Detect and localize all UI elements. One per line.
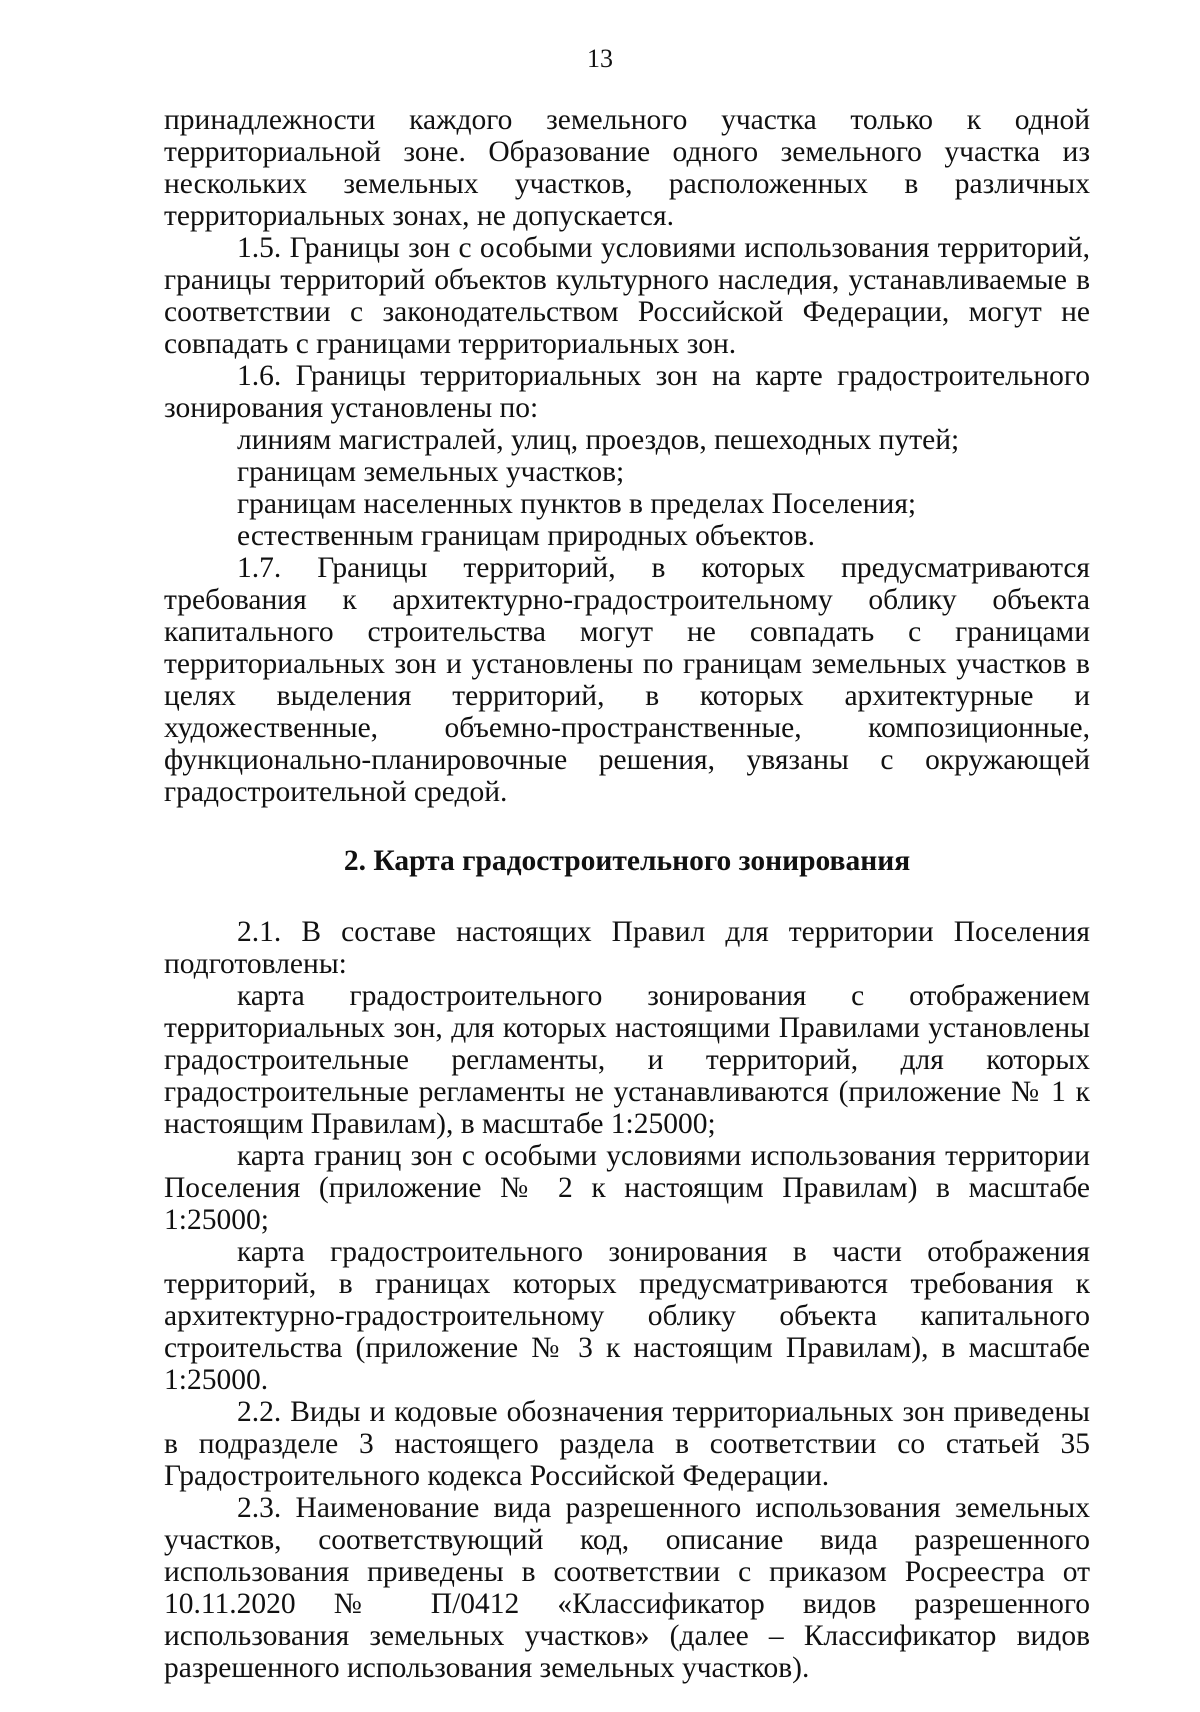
paragraph-2-1-special-zones-map: карта границ зон с особыми условиями использования территории Поселения (приложение № 2 к настоящим Правилам) в масштабе 1:25000;	[164, 1140, 1090, 1236]
paragraph-2-1-zoning-map: карта градостроительного зонирования с отображением территориальных зон, для которых настоящими Правилами установлены градостроительные регламенты, и территорий, для которых градостроительные регламенты не устанавливаются (приложение № 1 к настоящим Правилам), в масштабе 1:25000;	[164, 980, 1090, 1140]
paragraph-zone-belonging: принадлежности каждого земельного участка только к одной территориальной зоне. Образование одного земельного участка из нескольких земельных участков, расположенных в различных территориальных зонах, не допускается.	[164, 104, 1090, 232]
paragraph-2-3: 2.3. Наименование вида разрешенного использования земельных участков, соответствующий код, описание вида разрешенного использования приведены в соответствии с приказом Росреестра от 10.11.2020 № П/0412 «Классификатор видов разрешенного использования земельных участков» (далее – Классификатор видов разрешенного использования земельных участков).	[164, 1492, 1090, 1684]
paragraph-2-1-architecture-map: карта градостроительного зонирования в части отображения территорий, в границах которых предусматриваются требования к архитектурно-градостроительному облику объекта капитального строительства (приложение № 3 к настоящим Правилам), в масштабе 1:25000.	[164, 1236, 1090, 1396]
section-heading-block	[164, 808, 1090, 916]
list-item-highways: линиям магистралей, улиц, проездов, пешеходных путей;	[237, 424, 960, 456]
paragraph-2-2: 2.2. Виды и кодовые обозначения территориальных зон приведены в подразделе 3 настоящего раздела в соответствии со статьей 35 Градостроительного кодекса Российской Федерации.	[164, 1396, 1090, 1492]
page-number: 13	[587, 44, 613, 73]
document-body	[164, 104, 1090, 1684]
paragraph-1-5: 1.5. Границы зон с особыми условиями использования территорий, границы территорий объектов культурного наследия, устанавливаемые в соответствии с законодательством Российской Федерации, могут не совпадать с границами территориальных зон.	[164, 232, 1090, 360]
list-item-land-plots: границам земельных участков;	[237, 456, 625, 488]
list-item-settlements: границам населенных пунктов в пределах Поселения;	[237, 488, 917, 520]
paragraph-1-6: 1.6. Границы территориальных зон на карте градостроительного зонирования установлены по:	[164, 360, 1090, 424]
section-heading: 2. Карта градостроительного зонирования	[343, 845, 911, 877]
list-item-natural-boundaries: естественным границам природных объектов.	[237, 520, 815, 552]
paragraph-1-7: 1.7. Границы территорий, в которых предусматриваются требования к архитектурно-градостроительному облику объекта капитального строительства могут не совпадать с границами территориальных зон и установлены по границам земельных участков в целях выделения территорий, в которых архитектурные и художественные, объемно-пространственные, композиционные, функционально-планировочные решения, увязаны с окружающей градостроительной средой.	[164, 552, 1090, 808]
paragraph-2-1: 2.1. В составе настоящих Правил для территории Поселения подготовлены:	[164, 916, 1090, 980]
